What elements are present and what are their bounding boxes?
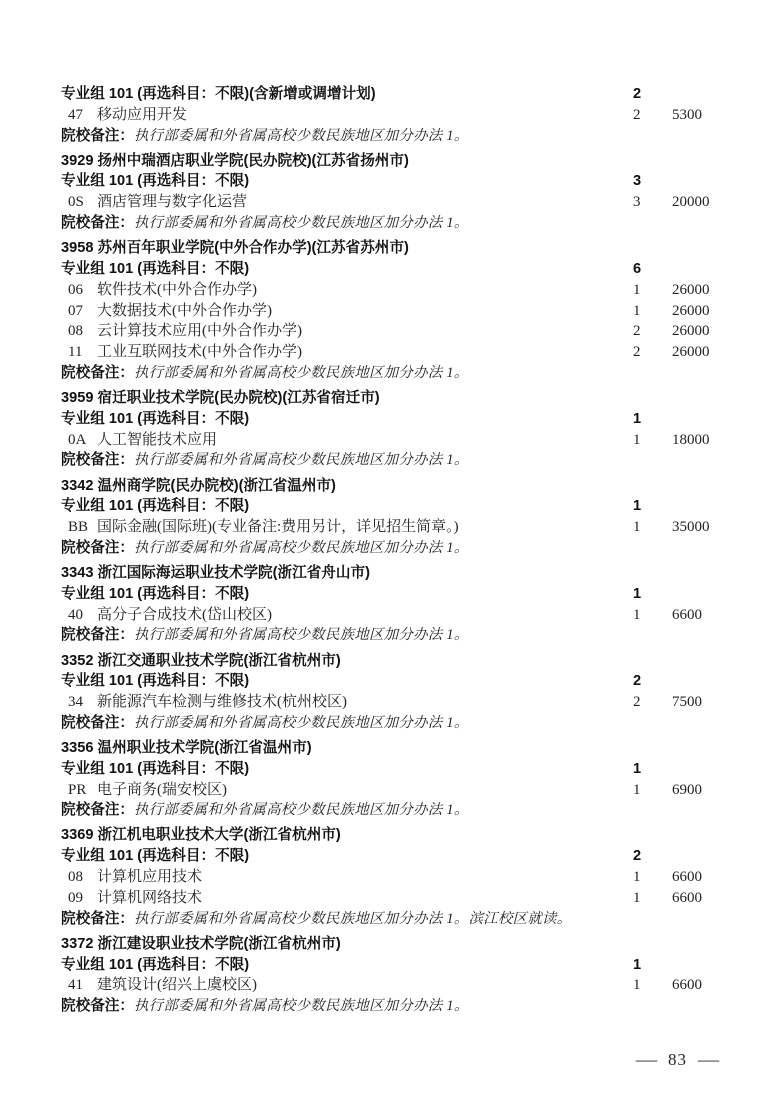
remark-line [0,800,777,821]
major-tuition-fee: 26000 [672,323,710,340]
group-label: 专业组 101 (再选科目：不限) [61,498,250,515]
institution-section [0,651,777,734]
institution-section [0,738,777,821]
major-row [0,867,777,888]
major-code: 41 [68,977,83,994]
major-tuition-fee: 6600 [672,977,702,994]
remark-line [0,538,777,559]
major-row [0,342,777,363]
remark-text: 执行部委属和外省属高校少数民族地区加分办法 1。 [133,539,469,556]
group-label: 专业组 101 (再选科目：不限) [61,848,250,865]
major-name: 电子商务(瑞安校区) [97,781,227,798]
major-name: 人工智能技术应用 [97,431,218,448]
remark-label: 院校备注： [61,714,134,731]
major-name: 国际金融(国际班)(专业备注:费用另计，详见招生简章。) [97,519,459,536]
remark-label: 院校备注： [61,627,134,644]
remark-label: 院校备注： [61,364,134,381]
major-name: 计算机应用技术 [97,869,203,886]
group-plan-count: 2 [633,673,642,690]
remark-line [0,909,777,930]
major-row [0,192,777,213]
major-group-heading [0,259,777,280]
major-group-heading [0,496,777,517]
major-tuition-fee: 6600 [672,869,702,886]
group-plan-count: 1 [633,585,642,602]
group-label: 专业组 101 (再选科目：不限) [61,260,250,277]
major-group-heading [0,171,777,192]
group-plan-count: 1 [633,956,642,973]
major-group-heading [0,84,777,105]
remark-line [0,625,777,646]
remark-line [0,213,777,234]
remark-text: 执行部委属和外省属高校少数民族地区加分办法 1。 [133,998,469,1015]
major-tuition-fee: 20000 [672,194,710,211]
institution-heading: 3369 浙江机电职业技术大学(浙江省杭州市) [61,827,341,844]
group-plan-count: 2 [633,848,642,865]
group-label: 专业组 101 (再选科目：不限) [61,585,250,602]
major-row [0,280,777,301]
major-code: 08 [68,869,83,886]
major-group-heading [0,759,777,780]
major-row [0,321,777,342]
major-tuition-fee: 26000 [672,302,710,319]
major-code: 40 [68,606,83,623]
group-label: 专业组 101 (再选科目：不限) [61,956,250,973]
major-name: 建筑设计(绍兴上虞校区) [97,977,257,994]
institution-section [0,563,777,646]
institution-heading: 3352 浙江交通职业技术学院(浙江省杭州市) [61,652,341,669]
group-label: 专业组 101 (再选科目：不限) [61,410,250,427]
major-plan-count: 2 [633,323,641,340]
major-code: 0S [68,194,84,211]
major-row [0,301,777,322]
major-code: 06 [68,281,83,298]
group-label: 专业组 101 (再选科目：不限) [61,173,250,190]
major-plan-count: 1 [633,519,641,536]
major-row [0,888,777,909]
major-group-heading [0,584,777,605]
major-tuition-fee: 18000 [672,431,710,448]
major-row [0,430,777,451]
major-plan-count: 1 [633,281,641,298]
major-group-heading [0,409,777,430]
institution-heading: 3959 宿迁职业技术学院(民办院校)(江苏省宿迁市) [61,390,380,407]
major-row [0,105,777,126]
major-name: 计算机网络技术 [97,889,203,906]
remark-text: 执行部委属和外省属高校少数民族地区加分办法 1。 [133,802,469,819]
major-code: 07 [68,302,83,319]
major-name: 移动应用开发 [97,106,188,123]
major-tuition-fee: 7500 [672,694,702,711]
major-plan-count: 1 [633,977,641,994]
institution-section [0,84,777,146]
major-plan-count: 1 [633,302,641,319]
institution-section [0,934,777,1017]
institution-heading: 3356 温州职业技术学院(浙江省温州市) [61,739,312,756]
major-code: 0A [68,431,87,448]
institution-section [0,238,777,384]
major-code: PR [68,781,87,798]
major-row [0,692,777,713]
major-row [0,780,777,801]
remark-text: 执行部委属和外省属高校少数民族地区加分办法 1。 [133,714,469,731]
group-plan-count: 1 [633,498,642,515]
remark-label: 院校备注： [61,539,134,556]
institution-heading: 3929 扬州中瑞酒店职业学院(民办院校)(江苏省扬州市) [61,152,409,169]
remark-label: 院校备注： [61,452,134,469]
group-plan-count: 6 [633,260,642,277]
major-name: 酒店管理与数字化运营 [97,194,248,211]
major-row [0,517,777,538]
major-tuition-fee: 6900 [672,781,702,798]
institution-heading: 3958 苏州百年职业学院(中外合作办学)(江苏省苏州市) [61,240,409,257]
group-plan-count: 1 [633,410,642,427]
page-number: 83 [668,1050,687,1069]
remark-line [0,996,777,1017]
remark-label: 院校备注： [61,910,134,927]
remark-label: 院校备注： [61,998,134,1015]
major-plan-count: 1 [633,606,641,623]
major-group-heading [0,846,777,867]
remark-text: 执行部委属和外省属高校少数民族地区加分办法 1。 [133,627,469,644]
remark-text: 执行部委属和外省属高校少数民族地区加分办法 1。 [133,452,469,469]
major-tuition-fee: 26000 [672,281,710,298]
major-plan-count: 2 [633,106,641,123]
institution-section [0,825,777,929]
remark-text: 执行部委属和外省属高校少数民族地区加分办法 1。 [133,364,469,381]
major-code: 47 [68,106,83,123]
major-row [0,605,777,626]
major-group-heading [0,955,777,976]
major-code: 08 [68,323,83,340]
group-plan-count: 3 [633,173,642,190]
major-name: 工业互联网技术(中外合作办学) [97,344,302,361]
remark-label: 院校备注： [61,127,134,144]
major-name: 高分子合成技术(岱山校区) [97,606,272,623]
institution-heading: 3342 温州商学院(民办院校)(浙江省温州市) [61,477,336,494]
major-code: 11 [68,344,83,361]
major-tuition-fee: 26000 [672,344,710,361]
footer-dash-right: — [697,1050,720,1069]
admission-plan-list [0,84,777,1017]
major-row [0,975,777,996]
major-code: 34 [68,694,83,711]
group-label: 专业组 101 (再选科目：不限) [61,673,250,690]
remark-line [0,126,777,147]
institution-section [0,151,777,234]
group-label: 专业组 101 (再选科目：不限) [61,760,250,777]
institution-section [0,476,777,559]
major-plan-count: 1 [633,889,641,906]
major-tuition-fee: 6600 [672,606,702,623]
footer-dash-left: — [635,1050,658,1069]
major-plan-count: 1 [633,431,641,448]
major-plan-count: 2 [633,694,641,711]
remark-text: 执行部委属和外省属高校少数民族地区加分办法 1。 [133,215,469,232]
group-label: 专业组 101 (再选科目：不限)(含新增或调增计划) [61,86,376,102]
remark-line [0,713,777,734]
major-tuition-fee: 5300 [672,106,702,123]
major-plan-count: 1 [633,869,641,886]
group-plan-count: 2 [633,86,642,102]
major-tuition-fee: 35000 [672,519,710,536]
institution-heading: 3372 浙江建设职业技术学院(浙江省杭州市) [61,935,341,952]
remark-text: 执行部委属和外省属高校少数民族地区加分办法 1。滨江校区就读。 [133,910,572,927]
major-name: 云计算技术应用(中外合作办学) [97,323,302,340]
institution-section [0,388,777,471]
page-footer [0,1050,720,1070]
major-plan-count: 3 [633,194,641,211]
major-code: 09 [68,889,83,906]
remark-line [0,450,777,471]
remark-label: 院校备注： [61,215,134,232]
major-name: 软件技术(中外合作办学) [97,281,257,298]
major-group-heading [0,671,777,692]
institution-heading: 3343 浙江国际海运职业技术学院(浙江省舟山市) [61,565,370,582]
major-tuition-fee: 6600 [672,889,702,906]
major-name: 新能源汽车检测与维修技术(杭州校区) [97,694,347,711]
remark-text: 执行部委属和外省属高校少数民族地区加分办法 1。 [133,127,469,144]
remark-label: 院校备注： [61,802,134,819]
remark-line [0,363,777,384]
major-plan-count: 2 [633,344,641,361]
major-plan-count: 1 [633,781,641,798]
major-code: BB [68,519,89,536]
major-name: 大数据技术(中外合作办学) [97,302,272,319]
group-plan-count: 1 [633,760,642,777]
